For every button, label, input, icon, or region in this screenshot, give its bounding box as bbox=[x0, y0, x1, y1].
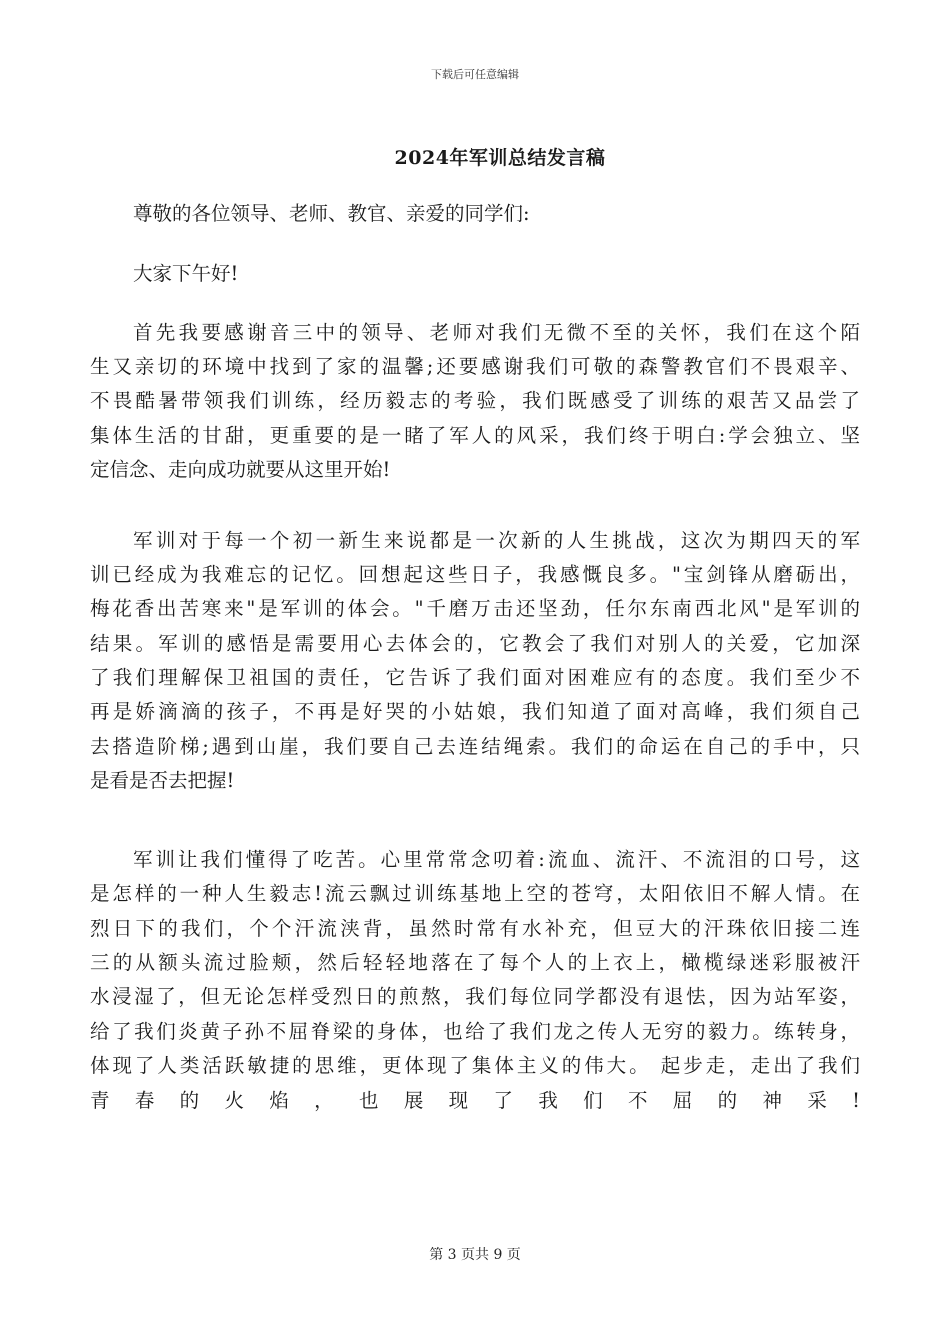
paragraph-3-line: 水浸湿了，但无论怎样受烈日的煎熬，我们每位同学都没有退怯，因为站军姿， bbox=[90, 985, 860, 1008]
paragraph-3-line: 烈日下的我们，个个汗流浃背，虽然时常有水补充，但豆大的汗珠依旧接二连 bbox=[90, 917, 860, 940]
paragraph-1-line: 集体生活的甘甜，更重要的是一睹了军人的风采，我们终于明白:学会独立、坚 bbox=[90, 424, 860, 447]
salutation-line: 尊敬的各位领导、老师、教官、亲爱的同学们: bbox=[133, 202, 530, 225]
paragraph-3-line: 青春的火焰，也展现了我们不屈的神采! bbox=[90, 1089, 860, 1112]
paragraph-3-line: 给了我们炎黄子孙不屈脊梁的身体，也给了我们龙之传人无穷的毅力。练转身， bbox=[90, 1020, 860, 1043]
document-title: 2024年军训总结发言稿 bbox=[394, 147, 606, 169]
paragraph-1-line: 不畏酷暑带领我们训练，经历毅志的考验，我们既感受了训练的艰苦又品尝了 bbox=[90, 389, 860, 412]
paragraph-2-line: 训已经成为我难忘的记忆。回想起这些日子，我感慨良多。"宝剑锋从磨砺出， bbox=[90, 563, 860, 586]
paragraph-2-line: 是看是否去把握! bbox=[90, 769, 235, 792]
paragraph-2-line: 结果。军训的感悟是需要用心去体会的，它教会了我们对别人的关爱，它加深 bbox=[90, 632, 860, 655]
paragraph-2-line: 再是娇滴滴的孩子，不再是好哭的小姑娘，我们知道了面对高峰，我们须自己 bbox=[90, 700, 860, 723]
page-number-footer: 第 3 页共 9 页 bbox=[429, 1247, 521, 1263]
paragraph-3-line: 是怎样的一种人生毅志!流云飘过训练基地上空的苍穹，太阳依旧不解人情。在 bbox=[90, 882, 860, 905]
paragraph-3-line: 军训让我们懂得了吃苦。心里常常念叨着:流血、流汗、不流泪的口号，这 bbox=[133, 848, 860, 871]
paragraph-3-line: 体现了人类活跃敏捷的思维，更体现了集体主义的伟大。 起步走，走出了我们 bbox=[90, 1054, 860, 1077]
paragraph-2-line: 梅花香出苦寒来"是军训的体会。"千磨万击还坚劲，任尔东南西北风"是军训的 bbox=[90, 597, 860, 620]
paragraph-1-line: 首先我要感谢音三中的领导、老师对我们无微不至的关怀，我们在这个陌 bbox=[133, 321, 860, 344]
page-header-note: 下载后可任意编辑 bbox=[431, 68, 519, 81]
paragraph-2-line: 去搭造阶梯;遇到山崖，我们要自己去连结绳索。我们的命运在自己的手中，只 bbox=[90, 735, 860, 758]
greeting-line: 大家下午好! bbox=[133, 262, 239, 285]
paragraph-3-line: 三的从额头流过脸颊，然后轻轻地落在了每个人的上衣上，橄榄绿迷彩服被汗 bbox=[90, 951, 860, 974]
paragraph-1-line: 定信念、走向成功就要从这里开始! bbox=[90, 458, 391, 481]
paragraph-2-line: 了我们理解保卫祖国的责任，它告诉了我们面对困难应有的态度。我们至少不 bbox=[90, 666, 860, 689]
paragraph-2-line: 军训对于每一个初一新生来说都是一次新的人生挑战，这次为期四天的军 bbox=[133, 529, 860, 552]
paragraph-1-line: 生又亲切的环境中找到了家的温馨;还要感谢我们可敬的森警教官们不畏艰辛、 bbox=[90, 355, 860, 378]
